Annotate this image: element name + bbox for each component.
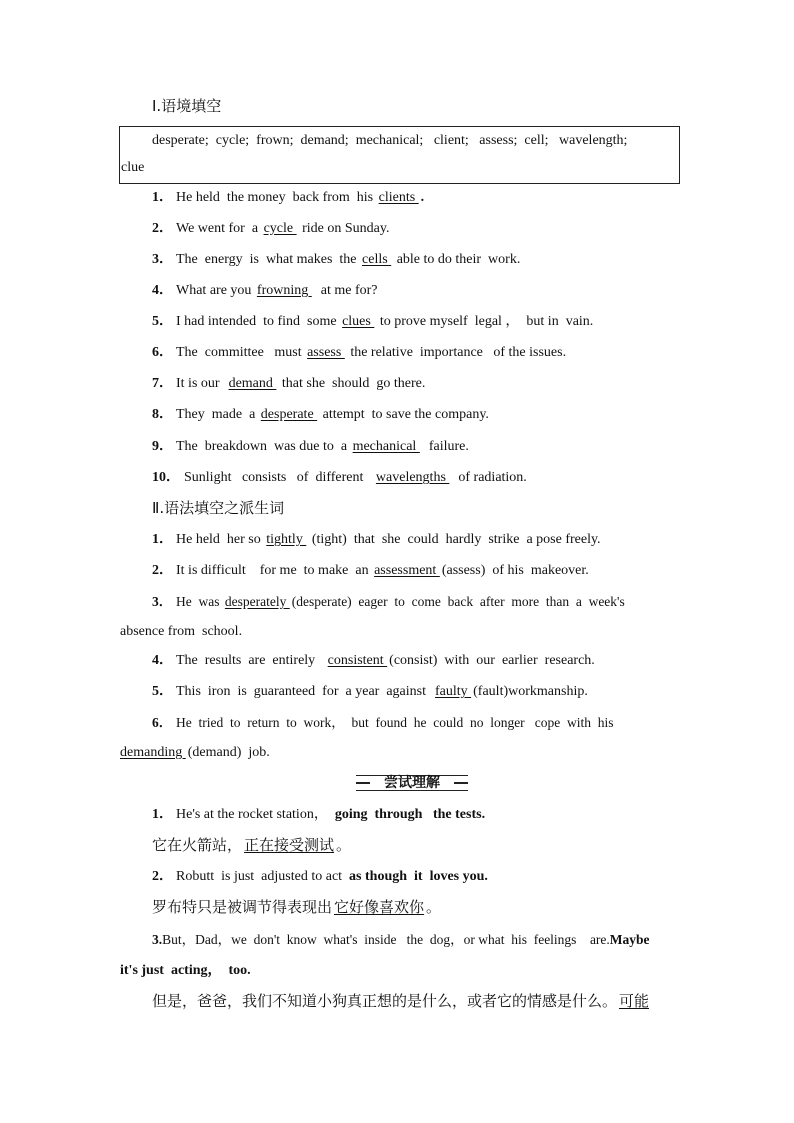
word-bank-line-2: clue	[121, 160, 145, 175]
answer-blank: cells	[362, 252, 392, 267]
item-text: .	[420, 190, 425, 205]
answer-blank: clients	[378, 190, 419, 205]
try-understand-banner	[356, 774, 468, 792]
item-number: 2．	[152, 221, 173, 236]
translation-text: 。	[426, 898, 442, 916]
item-text: We went for a	[176, 221, 262, 236]
item-number: 4．	[152, 653, 173, 668]
s3-item-1	[152, 806, 485, 824]
item-text: They made a	[176, 407, 259, 422]
answer-blank: wavelengths	[375, 470, 450, 485]
answer-blank: assessment	[374, 563, 440, 578]
s1-item-1	[152, 189, 424, 207]
item-text: to prove myself legal ， but in vain.	[376, 314, 594, 329]
translation-text: 它在火箭站，	[152, 836, 243, 854]
translation-answer: 它好像喜欢你	[334, 898, 425, 916]
item-number: 5．	[152, 314, 173, 329]
item-number: 1．	[152, 807, 173, 822]
s2-item-6	[152, 714, 614, 732]
s3-item-2	[152, 868, 488, 886]
item-text: He's at the rocket station，	[176, 807, 335, 822]
item-text: The committee must	[176, 345, 306, 360]
item-text: The energy is what makes the	[176, 252, 361, 267]
section-1-heading: Ⅰ.语境填空	[152, 97, 222, 115]
s2-item-4	[152, 652, 595, 670]
item-text: that she should go there.	[278, 376, 426, 391]
s2-item-6-cont	[118, 744, 270, 762]
s2-item-3	[152, 593, 625, 611]
item-text: (demand) job.	[187, 745, 270, 760]
item-text: Sunlight consists of different	[184, 470, 374, 485]
item-text: This iron is guaranteed for a year against	[176, 684, 433, 699]
item-text: (tight) that she could hardly strike a pose freely.	[308, 532, 601, 547]
item-number: 2．	[152, 869, 173, 884]
s3-item-1-translation	[152, 836, 351, 854]
section-2-heading: Ⅱ.语法填空之派生词	[152, 499, 285, 517]
item-number: 1．	[152, 532, 173, 547]
item-number: 2．	[152, 563, 173, 578]
translation-answer: 可能	[619, 992, 650, 1010]
s1-item-7	[152, 375, 425, 393]
item-text: But，Dad，we don't know what's inside the dog，or what his feelings are.	[162, 932, 610, 947]
item-number: 3.	[152, 932, 163, 947]
item-number: 3．	[152, 252, 173, 267]
item-text: (desperate) eager to come back after more than a week's	[291, 594, 625, 609]
translation-text: 罗布特只是被调节得表现出	[152, 898, 333, 916]
word-bank-line-1: desperate; cycle; frown; demand; mechanical; client; assess; cell; wavelength;	[152, 133, 628, 148]
s1-item-8	[152, 406, 489, 424]
item-number: 6．	[152, 715, 173, 730]
item-text: He held her so	[176, 532, 265, 547]
item-text: ride on Sunday.	[298, 221, 390, 236]
s1-item-3	[152, 251, 520, 269]
s3-item-2-translation	[152, 898, 441, 916]
item-number: 3．	[152, 594, 173, 609]
item-bold-phrase: going through the tests.	[334, 807, 486, 822]
item-text: What are you	[176, 283, 255, 298]
word-bank-box	[119, 126, 680, 184]
s2-item-5	[152, 683, 588, 701]
item-text: I had intended to find some	[176, 314, 341, 329]
item-number: 1．	[152, 190, 173, 205]
s3-item-3-translation	[152, 992, 651, 1010]
item-text: (fault)workmanship.	[473, 684, 588, 699]
s1-item-5	[152, 313, 593, 331]
s3-item-3-cont: it's just acting， too.	[120, 963, 251, 978]
answer-blank: desperate	[260, 407, 318, 422]
translation-text: 但是，爸爸，我们不知道小狗真正想的是什么，或者它的情感是什么。	[152, 992, 618, 1010]
answer-blank: demanding	[120, 745, 186, 760]
item-text: (assess) of his makeover.	[441, 563, 589, 578]
answer-blank: desperately	[224, 594, 290, 609]
s2-item-3-cont: absence from school.	[120, 624, 243, 639]
answer-blank: assess	[307, 345, 345, 360]
answer-blank: clues	[342, 314, 375, 329]
item-text: (consist) with our earlier research.	[389, 653, 595, 668]
s1-item-4	[152, 282, 378, 300]
s1-item-6	[152, 344, 566, 362]
item-bold-phrase: Maybe	[609, 932, 650, 947]
item-text: at me for?	[313, 283, 378, 298]
item-number: 9．	[152, 439, 173, 454]
item-number: 8．	[152, 407, 173, 422]
item-text: able to do their work.	[393, 252, 521, 267]
item-number: 10．	[152, 470, 180, 485]
item-text: The results are entirely	[176, 653, 326, 668]
item-text: of radiation.	[451, 470, 527, 485]
answer-blank: consistent	[327, 653, 388, 668]
answer-blank: tightly	[266, 532, 307, 547]
s2-item-1	[152, 531, 601, 549]
item-text: attempt to save the company.	[319, 407, 489, 422]
translation-text: 。	[336, 836, 352, 854]
s1-item-9	[152, 438, 469, 456]
item-number: 6．	[152, 345, 173, 360]
item-text: The breakdown was due to a	[176, 439, 351, 454]
s1-item-10	[152, 469, 527, 487]
item-text: the relative importance of the issues.	[346, 345, 567, 360]
answer-blank: cycle	[263, 221, 297, 236]
s2-item-2	[152, 562, 589, 580]
item-text: It is our	[176, 376, 227, 391]
item-number: 5．	[152, 684, 173, 699]
item-text: He held the money back from his	[176, 190, 377, 205]
s3-item-3	[152, 931, 650, 949]
banner-title: 尝试理解	[384, 775, 440, 791]
item-text: It is difficult for me to make an	[176, 563, 373, 578]
item-number: 4．	[152, 283, 173, 298]
item-text: failure.	[421, 439, 469, 454]
item-bold-phrase: as though it loves you.	[349, 869, 488, 884]
item-text: He tried to return to work， but found he could no longer cope with his	[176, 715, 614, 730]
answer-blank: demand	[228, 376, 277, 391]
item-text: Robutt is just adjusted to act	[176, 869, 350, 884]
s1-item-2	[152, 220, 389, 238]
answer-blank: mechanical	[352, 439, 420, 454]
answer-blank: faulty	[434, 684, 472, 699]
answer-blank: frowning	[256, 283, 312, 298]
item-text: He was	[176, 594, 223, 609]
translation-answer: 正在接受测试	[244, 836, 335, 854]
item-number: 7．	[152, 376, 173, 391]
